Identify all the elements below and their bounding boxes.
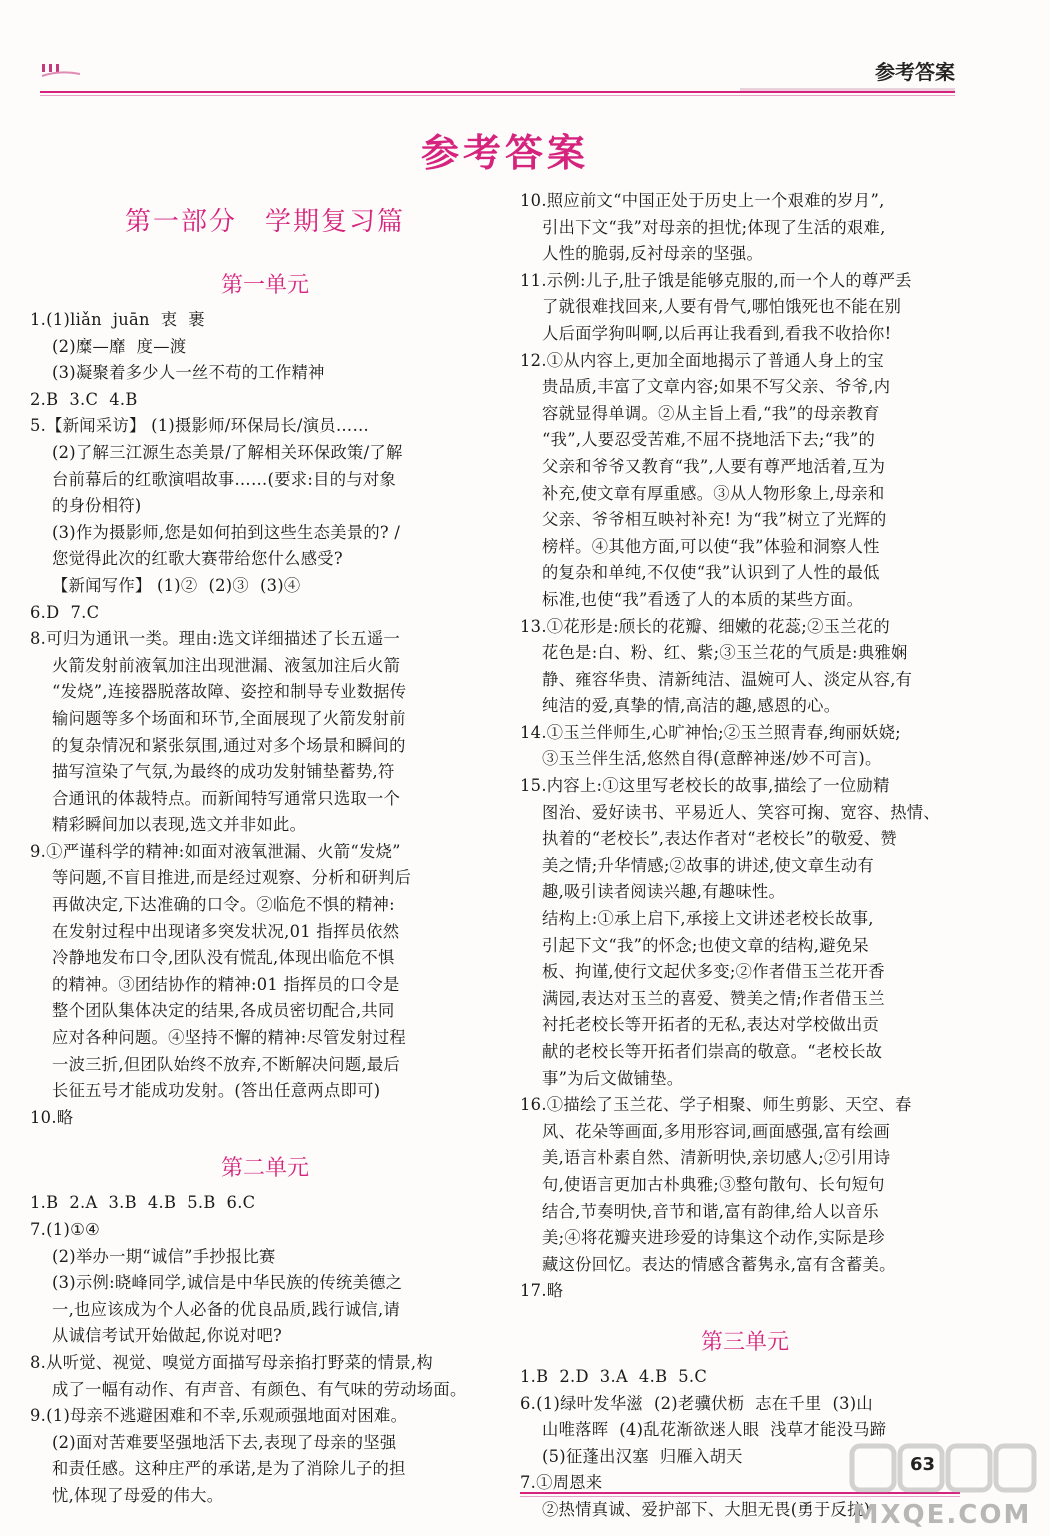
answer-line: 了就很难找回来,人要有骨气,哪怕饿死也不能在别 bbox=[542, 297, 902, 317]
answer-line: 榜样。④其他方面,可以使“我”体验和洞察人性 bbox=[542, 536, 880, 556]
answer-line: (2)举办一期“诚信”手抄报比赛 bbox=[52, 1246, 276, 1266]
answer-line: (3)凝聚着多少人一丝不苟的工作精神 bbox=[52, 363, 325, 383]
answer-line: 11.示例:儿子,肚子饿是能够克服的,而一个人的尊严丢 bbox=[520, 270, 912, 290]
answer-line: 10.照应前文“中国正处于历史上一个艰难的岁月”, bbox=[520, 191, 885, 210]
answer-line: 的身份相符) bbox=[52, 496, 142, 516]
header-decoration-icon bbox=[40, 60, 100, 80]
answer-line: 板、拘谨,使行文起伏多变;②作者借玉兰花开香 bbox=[542, 962, 885, 982]
unit-title-3: 第三单元 bbox=[700, 1329, 789, 1355]
answer-line: 满园,表达对玉兰的喜爱、赞美之情;作者借玉兰 bbox=[542, 988, 885, 1008]
answer-line: (2)了解三江源生态美景/了解相关环保政策/了解 bbox=[52, 442, 403, 462]
answer-line: 7.(1)①④ bbox=[30, 1220, 100, 1239]
answer-line: 的复杂情况和紧张氛围,通过对多个场景和瞬间的 bbox=[52, 735, 406, 755]
answer-line: 9.①严谨科学的精神:如面对液氧泄漏、火箭“发烧” bbox=[30, 841, 401, 861]
answer-line: 成了一幅有动作、有声音、有颜色、有气味的劳动场面。 bbox=[52, 1379, 467, 1399]
answer-line: 引出下文“我”对母亲的担忧;体现了生活的艰难, bbox=[542, 217, 886, 237]
unit-title-2: 第二单元 bbox=[220, 1156, 309, 1182]
answer-line: 精彩瞬间加以表现,选文并非如此。 bbox=[52, 815, 307, 835]
answer-line: 5.【新闻采访】 (1)摄影师/环保局长/演员…… bbox=[30, 416, 370, 436]
answer-line: 17.略 bbox=[520, 1281, 564, 1301]
answer-line: 图治、爱好读书、平易近人、笑容可掬、宽容、热情、 bbox=[542, 802, 940, 822]
answer-line: 火箭发射前液氧加注出现泄漏、液氢加注后火箭 bbox=[52, 655, 401, 675]
answer-line: 父亲、爷爷相互映衬补充! 为“我”树立了光辉的 bbox=[542, 510, 887, 530]
answer-line: 合通讯的体裁特点。而新闻特写通常只选取一个 bbox=[52, 788, 401, 808]
answer-line: 2.B 3.C 4.B bbox=[30, 389, 138, 409]
answer-line: 容就显得单调。②从主旨上看,“我”的母亲教育 bbox=[542, 403, 880, 423]
answer-line: 美,语言朴素自然、清新明快,亲切感人;②引用诗 bbox=[542, 1148, 891, 1168]
answer-line: (2)面对苦难要坚强地活下去,表现了母亲的坚强 bbox=[52, 1432, 397, 1452]
answer-line: 执着的“老校长”,表达作者对“老校长”的敬爱、赞 bbox=[542, 829, 898, 849]
answer-line: 再做决定,下达准确的口令。②临危不惧的精神: bbox=[52, 895, 395, 915]
part-title: 第一部分 学期复习篇 bbox=[124, 207, 405, 237]
answer-line: 在发射过程中出现诸多突发状况,01 指挥员依然 bbox=[52, 921, 400, 941]
answer-line: 16.①描绘了玉兰花、学子相聚、师生剪影、天空、春 bbox=[520, 1095, 912, 1115]
answer-line: 6.D 7.C bbox=[30, 602, 100, 622]
answer-line: (3)示例:晓峰同学,诚信是中华民族的传统美德之 bbox=[52, 1273, 403, 1293]
answer-line: (3)作为摄影师,您是如何拍到这些生态美景的? / bbox=[52, 522, 401, 542]
answer-line: 藏这份回忆。表达的情感含蓄隽永,富有含蓄美。 bbox=[542, 1254, 896, 1274]
answer-line: 整个团队集体决定的结果,各成员密切配合,共同 bbox=[52, 1001, 395, 1021]
answer-line: 描写渲染了气氛,为最终的成功发射铺垫蓄势,符 bbox=[52, 762, 395, 782]
answer-line: 一波三折,但团队始终不放弃,不断解决问题,最后 bbox=[52, 1054, 401, 1074]
answer-line: 和责任感。这种庄严的承诺,是为了消除儿子的担 bbox=[52, 1459, 406, 1479]
right-column bbox=[520, 188, 970, 1524]
answer-line: 14.①玉兰伴师生,心旷神怡;②玉兰照青春,绚丽妖娆; bbox=[520, 722, 901, 742]
page-title: 参考答案 bbox=[420, 130, 589, 175]
answer-line: 纯洁的爱,真挚的情,高洁的趣,感恩的心。 bbox=[542, 696, 841, 716]
answer-line: “我”,人要忍受苦难,不屈不挠地活下去;“我”的 bbox=[542, 430, 876, 450]
answer-line: 长征五号才能成功发射。(答出任意两点即可) bbox=[52, 1081, 381, 1101]
answer-line: 父亲和爷爷又教育“我”,人要有尊严地活着,互为 bbox=[542, 456, 886, 476]
answer-line: 台前幕后的红歌演唱故事……(要求:目的与对象 bbox=[52, 469, 397, 489]
answer-line: 衬托老校长等开拓者的无私,表达对学校做出贡 bbox=[542, 1015, 880, 1035]
answer-line: 您觉得此次的红歌大赛带给您什么感受? bbox=[52, 549, 343, 569]
answer-line: 结合,节奏明快,音节和谐,富有韵律,给人以音乐 bbox=[542, 1201, 879, 1221]
answer-line: 1.(1)liǎn juān 衷 裹 bbox=[30, 310, 205, 329]
answer-line: 8.从听觉、视觉、嗅觉方面描写母亲掐打野菜的情景,构 bbox=[30, 1352, 433, 1372]
answer-line: 风、花朵等画面,多用形容词,画面感强,富有绘画 bbox=[542, 1121, 891, 1141]
answer-line: 6.(1)绿叶发华滋 (2)老骥伏枥 志在千里 (3)山 bbox=[520, 1393, 874, 1413]
answer-line: 美;④将花瓣夹进珍爱的诗集这个动作,实际是珍 bbox=[542, 1228, 885, 1248]
left-column bbox=[30, 195, 500, 1510]
answer-line: 人性的脆弱,反衬母亲的坚强。 bbox=[542, 244, 764, 264]
answer-line: (5)征蓬出汉塞 归雁入胡天 bbox=[542, 1446, 743, 1466]
answer-line: 12.①从内容上,更加全面地揭示了普通人身上的宝 bbox=[520, 350, 884, 370]
answer-line: 13.①花形是:颀长的花瓣、细嫩的花蕊;②玉兰花的 bbox=[520, 616, 890, 636]
answer-line: ③玉兰伴生活,悠然自得(意醉神迷/妙不可言)。 bbox=[542, 749, 882, 769]
answer-line: (2)糜—靡 度—渡 bbox=[52, 336, 187, 356]
answer-line: 静、雍容华贵、清新纯洁、温婉可人、淡定从容,有 bbox=[542, 669, 913, 689]
answer-line: 应对各种问题。④坚持不懈的精神:尽管发射过程 bbox=[52, 1028, 406, 1048]
answer-line: 7.①周恩来 bbox=[520, 1473, 603, 1493]
header-rule bbox=[40, 86, 955, 100]
answer-line: 的精神。③团结协作的精神:01 指挥员的口令是 bbox=[52, 974, 400, 994]
answer-line: 1.B 2.D 3.A 4.B 5.C bbox=[520, 1366, 708, 1386]
answer-line: 15.内容上:①这里写老校长的故事,描绘了一位励精 bbox=[520, 776, 890, 796]
answer-line: 等问题,不盲目推进,而是经过观察、分析和研判后 bbox=[52, 868, 412, 888]
answer-line: 趣,吸引读者阅读兴趣,有趣味性。 bbox=[542, 882, 786, 902]
answer-line: 忧,体现了母爱的伟大。 bbox=[52, 1485, 224, 1505]
watermark-text: MXQE.COM bbox=[852, 1500, 1032, 1530]
answer-line: 1.B 2.A 3.B 4.B 5.B 6.C bbox=[30, 1193, 256, 1213]
answer-line: 【新闻写作】 (1)② (2)③ (3)④ bbox=[52, 575, 301, 595]
answer-line: 美之情;升华情感;②故事的讲述,使文章生动有 bbox=[542, 855, 875, 875]
answer-line: 的复杂和单纯,不仅使“我”认识到了人性的最低 bbox=[542, 563, 880, 583]
answer-line: 引起下文“我”的怀念;也使文章的结构,避免呆 bbox=[542, 935, 869, 955]
answer-line: 事”为后文做铺垫。 bbox=[542, 1068, 684, 1088]
answer-line: 从诚信考试开始做起,你说对吧? bbox=[52, 1326, 283, 1346]
answer-line: 冷静地发布口令,团队没有慌乱,体现出临危不惧 bbox=[52, 948, 395, 968]
answer-line: 补充,使文章有厚重感。③从人物形象上,母亲和 bbox=[542, 483, 885, 503]
answer-line: 8.可归为通讯一类。理由:选文详细描述了长五遥一 bbox=[30, 629, 401, 649]
answer-line: 9.(1)母亲不逃避困难和不幸,乐观顽强地面对困难。 bbox=[30, 1406, 408, 1426]
answer-line: 一,也应该成为个人必备的优良品质,践行诚信,请 bbox=[52, 1299, 401, 1319]
answer-line: 句,使语言更加古朴典雅;③整句散句、长句短句 bbox=[542, 1174, 885, 1194]
answer-line: 山唯落晖 (4)乱花渐欲迷人眼 浅草才能没马蹄 bbox=[542, 1420, 887, 1440]
answer-line: ②热情真诚、爱护部下、大胆无畏(勇于反抗) bbox=[542, 1499, 871, 1519]
answer-line: 10.略 bbox=[30, 1107, 74, 1127]
answer-line: 花色是:白、粉、红、紫;③玉兰花的气质是:典雅娴 bbox=[542, 643, 908, 663]
header-title: 参考答案 bbox=[875, 60, 955, 84]
answer-line: 献的老校长等开拓者们崇高的敬意。“老校长故 bbox=[542, 1042, 883, 1061]
page-number: 63 bbox=[910, 1454, 936, 1475]
answer-line: 结构上:①承上启下,承接上文讲述老校长故事, bbox=[542, 909, 874, 929]
answer-line: 贵品质,丰富了文章内容;如果不写父亲、爷爷,内 bbox=[542, 377, 891, 397]
answer-line: 人后面学狗叫啊,以后再让我看到,看我不收拾你! bbox=[542, 323, 892, 343]
answer-line: 输问题等多个场面和环节,全面展现了火箭发射前 bbox=[52, 708, 406, 728]
unit-title-1: 第一单元 bbox=[220, 273, 309, 298]
answer-line: 标准,也使“我”看透了人的本质的某些方面。 bbox=[542, 589, 864, 609]
answer-line: “发烧”,连接器脱落故障、姿控和制导专业数据传 bbox=[52, 682, 407, 702]
